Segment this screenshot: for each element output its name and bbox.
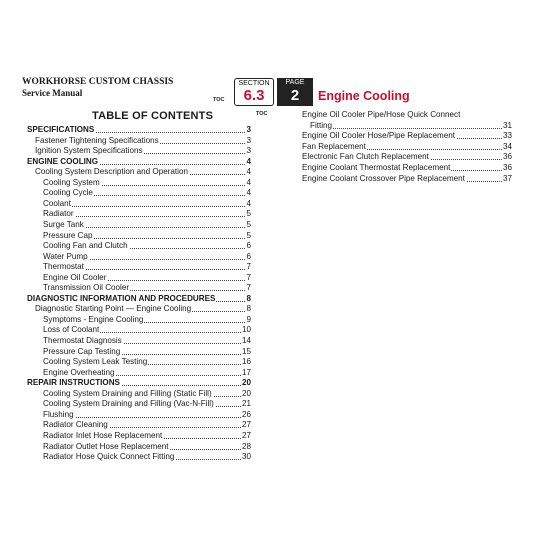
toc-entry-page: 4 [246,167,251,177]
toc-entry-title: Radiator [43,209,74,219]
toc-entry-page: 21 [241,399,251,409]
toc-entry[interactable] [43,230,251,241]
toc-entry[interactable] [35,145,251,156]
toc-entry[interactable] [43,441,251,452]
dot-leader [310,128,512,129]
toc-entry-page: 9 [246,314,251,324]
toc-entry-title: Cooling System [43,177,100,187]
toc-entry-title: Surge Tank [43,219,84,229]
toc-entry-title: Electronic Fan Clutch Replacement [302,152,429,162]
toc-entry[interactable] [43,324,251,335]
toc-entry-page: 3 [246,146,251,156]
toc-entry-title: ENGINE COOLING [27,156,99,166]
toc-entry-page: 5 [246,209,251,219]
toc-entry-title: Coolant [43,198,71,208]
toc-entry-page: 26 [241,409,251,419]
toc-entry[interactable] [27,293,251,304]
toc-entry-title: Radiator Outlet Hose Replacement [43,441,169,451]
toc-entry-page: 7 [246,262,251,272]
toc-entry[interactable] [302,130,512,141]
toc-entry-title: Fan Replacement [302,141,366,151]
toc-entry-page: 36 [502,152,512,162]
toc-entry[interactable] [43,398,251,409]
toc-entry-title: Cooling System Description and Operation [35,167,188,177]
toc-entry[interactable] [43,451,251,462]
toc-link-left[interactable]: TOC [213,97,225,103]
section-label: SECTION [238,80,270,87]
toc-entry-title: Engine Coolant Crossover Pipe Replacement [302,173,465,183]
toc-entry-page: 16 [241,357,251,367]
toc-entry-page: 4 [246,156,251,166]
toc-entry-title: Fastener Tightening Specifications [35,135,159,145]
toc-entry-title: Symptoms - Engine Cooling [43,314,144,324]
toc-entry[interactable] [43,314,251,325]
toc-entry[interactable] [43,346,251,357]
toc-entry-page: 33 [502,131,512,141]
toc-entry[interactable] [43,409,251,420]
toc-entry[interactable] [27,156,251,167]
toc-entry[interactable] [43,219,251,230]
toc-entry[interactable] [302,151,512,162]
toc-entry-page: 28 [241,441,251,451]
toc-entry-title: REPAIR INSTRUCTIONS [27,378,120,388]
toc-entry-title: Engine Oil Cooler Pipe/Hose Quick Connect [302,110,461,119]
toc-entry[interactable] [302,162,512,173]
toc-entry-page: 15 [241,346,251,356]
toc-entry[interactable] [43,367,251,378]
toc-entry-title: Cooling Cycle [43,188,93,198]
toc-entry[interactable] [35,303,251,314]
toc-entry[interactable] [27,377,251,388]
toc-entry-page: 14 [241,336,251,345]
toc-entry[interactable] [302,141,512,152]
toc-entry-page: 4 [246,188,251,198]
brand-block [22,77,173,99]
toc-entry[interactable] [302,109,512,120]
toc-entry-page: 37 [502,173,512,183]
toc-entry[interactable] [35,135,251,146]
toc-entry[interactable] [43,177,251,188]
toc-entry-page: 6 [246,241,251,251]
toc-entry-title: Radiator Inlet Hose Replacement [43,430,163,440]
chapter-title: Engine Cooling [318,89,410,103]
toc-entry-title: Thermostat [43,262,84,272]
toc-entry-page: 3 [246,125,251,134]
page-box [277,78,313,106]
toc-entry-title: Engine Oil Cooler Hose/Pipe Replacement [302,131,455,141]
toc-entry-title: Cooling System Draining and Filling (Vac-N-Fill) [43,399,214,409]
toc-entry-page: 7 [246,272,251,282]
toc-entry-page: 7 [246,283,251,293]
toc-entry[interactable] [35,166,251,177]
section-box [234,78,274,106]
toc-entry-title: Water Pump [43,251,88,261]
toc-entry[interactable] [43,208,251,219]
toc-entry-page: 27 [241,420,251,430]
toc-entry[interactable] [43,388,251,399]
toc-entry-title: Cooling Fan and Clutch [43,241,128,251]
toc-entry-title: Fitting [310,120,333,130]
toc-entry[interactable] [43,356,251,367]
page-label: PAGE [285,79,305,86]
toc-entry-title: Cooling System Draining and Filling (Static Fill) [43,388,212,398]
toc-entry[interactable] [43,335,251,346]
toc-entry-title: Cooling System Leak Testing [43,357,148,367]
toc-entry[interactable] [43,251,251,262]
toc-entry-page: 20 [241,388,251,398]
toc-entry[interactable] [27,124,251,135]
toc-entry-page: 36 [502,163,512,172]
dot-leader [43,206,251,207]
toc-heading: TABLE OF CONTENTS [92,110,214,122]
manual-title: Service Manual [22,88,83,98]
toc-entry-page: 17 [241,367,251,377]
toc-entry-title: Engine Coolant Thermostat Replacement [302,163,451,172]
toc-entry-page: 34 [502,141,512,151]
toc-entry-title: Pressure Cap [43,230,93,240]
toc-entry-title: Ignition System Specifications [35,146,143,156]
toc-entry[interactable] [43,187,251,198]
toc-entry[interactable] [43,240,251,251]
toc-entry-page: 6 [246,251,251,261]
toc-entry[interactable] [43,261,251,272]
toc-entry-title: Loss of Coolant [43,325,100,335]
toc-entry-page: 3 [246,135,251,145]
toc-entry[interactable] [302,173,512,184]
toc-entry-page: 5 [246,219,251,229]
toc-entry-title: Radiator Cleaning [43,420,108,430]
toc-entry-page: 4 [246,177,251,187]
toc-entry-title: DIAGNOSTIC INFORMATION AND PROCEDURES [27,293,216,303]
page-number: 2 [290,87,300,104]
toc-entry-title: Pressure Cap Testing [43,346,121,356]
toc-entry-title: Flushing [43,409,74,419]
toc-entry-title: Thermostat Diagnosis [43,336,122,345]
toc-entry-title: Engine Overheating [43,367,115,377]
toc-entry-title: Engine Oil Cooler [43,272,107,282]
toc-entry[interactable] [43,198,251,209]
brand-name: WORKHORSE CUSTOM CHASSIS [22,77,174,87]
section-number: 6.3 [243,87,265,104]
toc-entry-page: 4 [246,198,251,208]
toc-entry-page: 31 [502,120,512,130]
toc-entry-page: 5 [246,230,251,240]
toc-entry[interactable] [43,282,251,293]
toc-entry-title: SPECIFICATIONS [27,125,95,134]
toc-entry-page: 8 [246,293,251,303]
toc-entry-page: 30 [241,452,251,462]
toc-link-right[interactable]: TOC [256,111,268,117]
toc-entry-page: 20 [241,378,251,388]
toc-entry[interactable] [310,120,512,131]
toc-entry-title: Radiator Hose Quick Connect Fitting [43,452,175,462]
toc-entry[interactable] [43,419,251,430]
toc-entry-title: Transmission Oil Cooler [43,283,130,293]
toc-entry-page: 27 [241,430,251,440]
toc-entry[interactable] [43,430,251,441]
toc-entry-page: 10 [241,325,251,335]
toc-entry[interactable] [43,272,251,283]
toc-entry-title: Diagnostic Starting Point — Engine Cooling [35,304,192,314]
toc-entry-page: 8 [246,304,251,314]
